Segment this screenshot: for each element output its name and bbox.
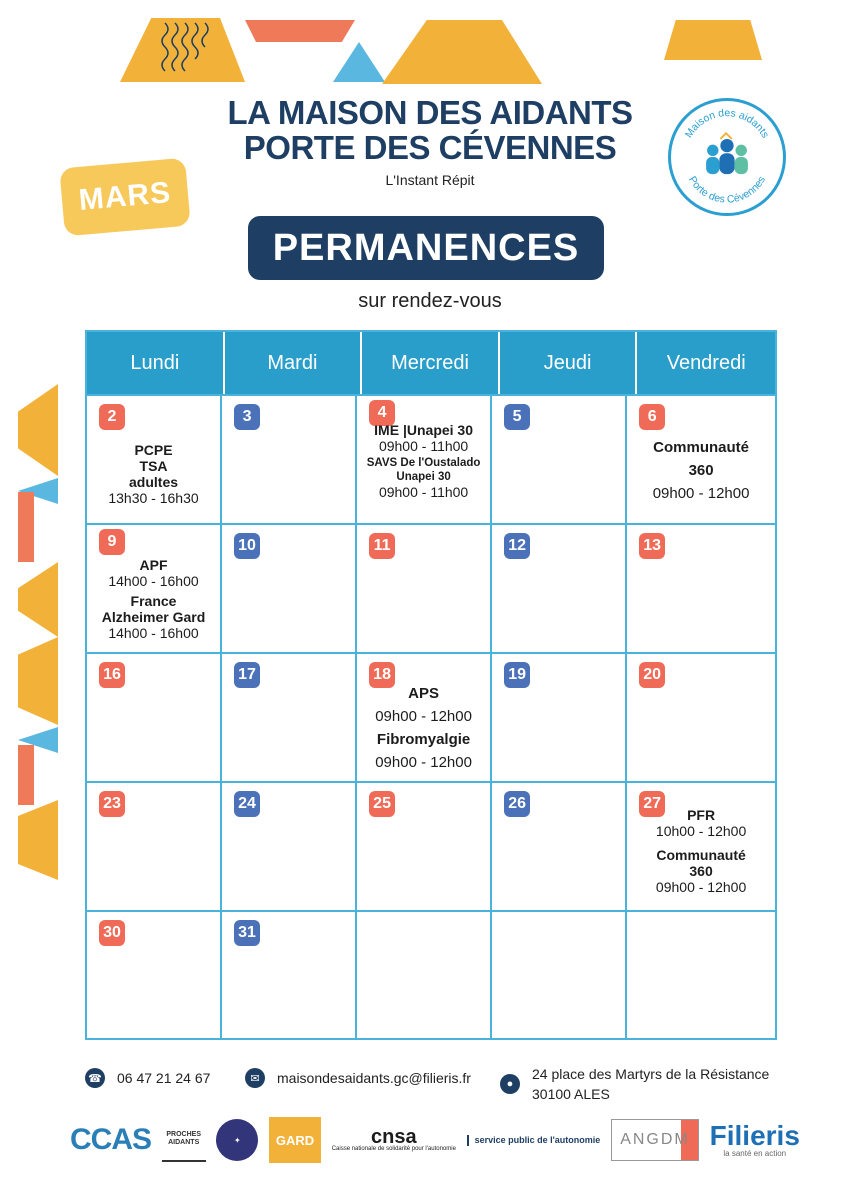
event-time: 13h30 - 16h30: [108, 490, 199, 506]
calendar-cell: [627, 652, 775, 781]
decorative-shape: [18, 384, 58, 476]
calendar-cell: [492, 781, 627, 910]
permanences-banner: PERMANENCES: [248, 216, 604, 280]
event-title: APS: [408, 685, 440, 702]
event-time: 14h00 - 16h00: [108, 625, 199, 641]
decorative-shape: [18, 492, 34, 562]
svg-text:Porte des Cévennes: [686, 175, 768, 206]
decorative-shape: [245, 20, 355, 42]
event-title: Fibromyalgie: [376, 731, 471, 748]
day-number: 20: [639, 662, 665, 688]
day-number: 27: [639, 791, 665, 817]
decorative-shape: [333, 42, 385, 82]
calendar-cell: [222, 910, 357, 1040]
day-number: 4: [369, 400, 395, 426]
day-header: Mardi: [225, 332, 363, 394]
contact-email[interactable]: [245, 1068, 471, 1088]
calendar-cell: [222, 523, 357, 652]
event-title: IME |Unapei 30: [374, 422, 474, 438]
calendar-cell: [627, 394, 775, 523]
page-title-line2: PORTE DES CÉVENNES: [243, 129, 617, 166]
decorative-shape: [18, 745, 34, 805]
event-time: 09h00 - 12h00: [655, 879, 747, 895]
partner-logos: [70, 1112, 800, 1168]
calendar-cell: [627, 910, 775, 1040]
day-number: 12: [504, 533, 530, 559]
decorative-shape: [18, 637, 58, 725]
event-title: PCPE TSA adultes: [129, 442, 179, 490]
decorative-shape: [382, 20, 542, 84]
location-pin-icon: ●: [500, 1074, 520, 1094]
day-number: 16: [99, 662, 125, 688]
calendar-cell: [222, 394, 357, 523]
address-line2: 30100 ALES: [532, 1086, 610, 1102]
page-title-line1: LA MAISON DES AIDANTS: [227, 94, 633, 131]
event-title: SAVS De l'Oustalado Unapei 30: [366, 457, 481, 483]
day-number: 19: [504, 662, 530, 688]
calendar-cell: [492, 394, 627, 523]
event-title: PFR: [687, 807, 716, 823]
event: [633, 436, 769, 505]
logo-text-bottom: Porte des Cévennes: [686, 174, 768, 206]
decorative-shape: [18, 800, 58, 880]
decorative-shape: [664, 20, 762, 60]
proches-label: PROCHES AIDANTS: [166, 1131, 201, 1146]
day-number: 24: [234, 791, 260, 817]
calendar-cell: [492, 910, 627, 1040]
logo-text-top: Maison des aidants: [683, 108, 771, 141]
calendar-cell: [357, 781, 492, 910]
cnsa-sub: Caisse nationale de solidarité pour l'autonomie: [331, 1145, 456, 1152]
filieris-logo: [709, 1119, 800, 1158]
calendar-grid: [85, 330, 777, 1040]
proches-aidants-logo: [162, 1118, 206, 1162]
service-public-autonomie-logo: [467, 1135, 601, 1146]
calendar-header: [87, 332, 775, 394]
event-title: Communauté 360: [656, 847, 746, 879]
decorative-shape: [18, 562, 58, 637]
calendar-cell: [222, 652, 357, 781]
day-number: 2: [99, 404, 125, 430]
cnsa-logo: [331, 1125, 456, 1153]
event-title: France Alzheimer Gard: [101, 593, 206, 625]
mail-icon: ✉: [245, 1068, 265, 1088]
calendar-cell: [357, 523, 492, 652]
day-number: 30: [99, 920, 125, 946]
filieris-sub: la santé en action: [723, 1148, 787, 1158]
day-number: 26: [504, 791, 530, 817]
event-time: 09h00 - 11h00: [378, 438, 469, 454]
event-time: 14h00 - 16h00: [108, 573, 199, 589]
filieris-label: Filieris: [709, 1119, 800, 1151]
calendar-cell: [627, 523, 775, 652]
calendar-cell: [87, 910, 222, 1040]
contact-address: [500, 1064, 769, 1104]
day-number: 3: [234, 404, 260, 430]
day-header: Jeudi: [500, 332, 638, 394]
month-label: MARS: [59, 158, 190, 237]
phone-icon: ☎: [85, 1068, 105, 1088]
calendar-cell: [87, 523, 222, 652]
maison-aidants-logo: [668, 98, 786, 216]
calendar-cell: [357, 652, 492, 781]
angdm-label: ANGDM: [620, 1131, 690, 1148]
event: [93, 557, 214, 641]
ccas-logo: [70, 1123, 151, 1157]
address-line1: 24 place des Martyrs de la Résistance: [532, 1066, 770, 1082]
day-header: Vendredi: [666, 351, 746, 374]
event-time: 10h00 - 12h00: [655, 823, 747, 839]
service-public-label: service public de l'autonomie: [474, 1134, 601, 1145]
calendar-cell: [492, 523, 627, 652]
contact-phone[interactable]: [85, 1068, 210, 1088]
event: [633, 807, 769, 895]
gard-label: GARD: [275, 1132, 315, 1148]
event: [363, 682, 484, 774]
phone-number: 06 47 21 24 67: [117, 1070, 211, 1086]
email-address: maisondesaidants.gc@filieris.fr: [277, 1070, 471, 1086]
wave-pattern-icon: [160, 18, 220, 78]
gard-logo: [269, 1117, 321, 1163]
day-number: 10: [234, 533, 260, 559]
day-number: 25: [369, 791, 395, 817]
event-time: 09h00 - 12h00: [375, 708, 472, 725]
event: [93, 442, 214, 506]
angdm-logo: [611, 1119, 699, 1161]
day-number: 17: [234, 662, 260, 688]
event-time: 09h00 - 12h00: [375, 754, 472, 771]
calendar-body: [87, 394, 775, 1040]
calendar-cell: [492, 652, 627, 781]
departement-logo: ✦: [216, 1119, 258, 1161]
event-time: 09h00 - 11h00: [378, 484, 469, 500]
day-number: 6: [639, 404, 665, 430]
calendar-cell: [222, 781, 357, 910]
page-subtitle: L'Instant Répit: [385, 172, 475, 188]
calendar-cell: [627, 781, 775, 910]
day-number: 18: [369, 662, 395, 688]
day-number: 31: [234, 920, 260, 946]
event: [363, 422, 484, 500]
appointment-note: sur rendez-vous: [358, 290, 502, 312]
event-title: APF: [139, 557, 168, 573]
day-number: 9: [99, 529, 125, 555]
day-header: Lundi: [87, 332, 225, 394]
cnsa-label: cnsa: [371, 1125, 417, 1148]
calendar-cell: [357, 394, 492, 523]
day-header: Mercredi: [362, 332, 500, 394]
day-number: 5: [504, 404, 530, 430]
calendar-cell: [87, 781, 222, 910]
calendar-cell: [357, 910, 492, 1040]
day-number: 11: [369, 533, 395, 559]
day-number: 13: [639, 533, 665, 559]
calendar-cell: [87, 394, 222, 523]
event-title: Communauté 360: [653, 439, 749, 479]
ccas-label: CCAS: [70, 1123, 152, 1156]
day-number: 23: [99, 791, 125, 817]
event-time: 09h00 - 12h00: [652, 485, 750, 502]
calendar-cell: [87, 652, 222, 781]
